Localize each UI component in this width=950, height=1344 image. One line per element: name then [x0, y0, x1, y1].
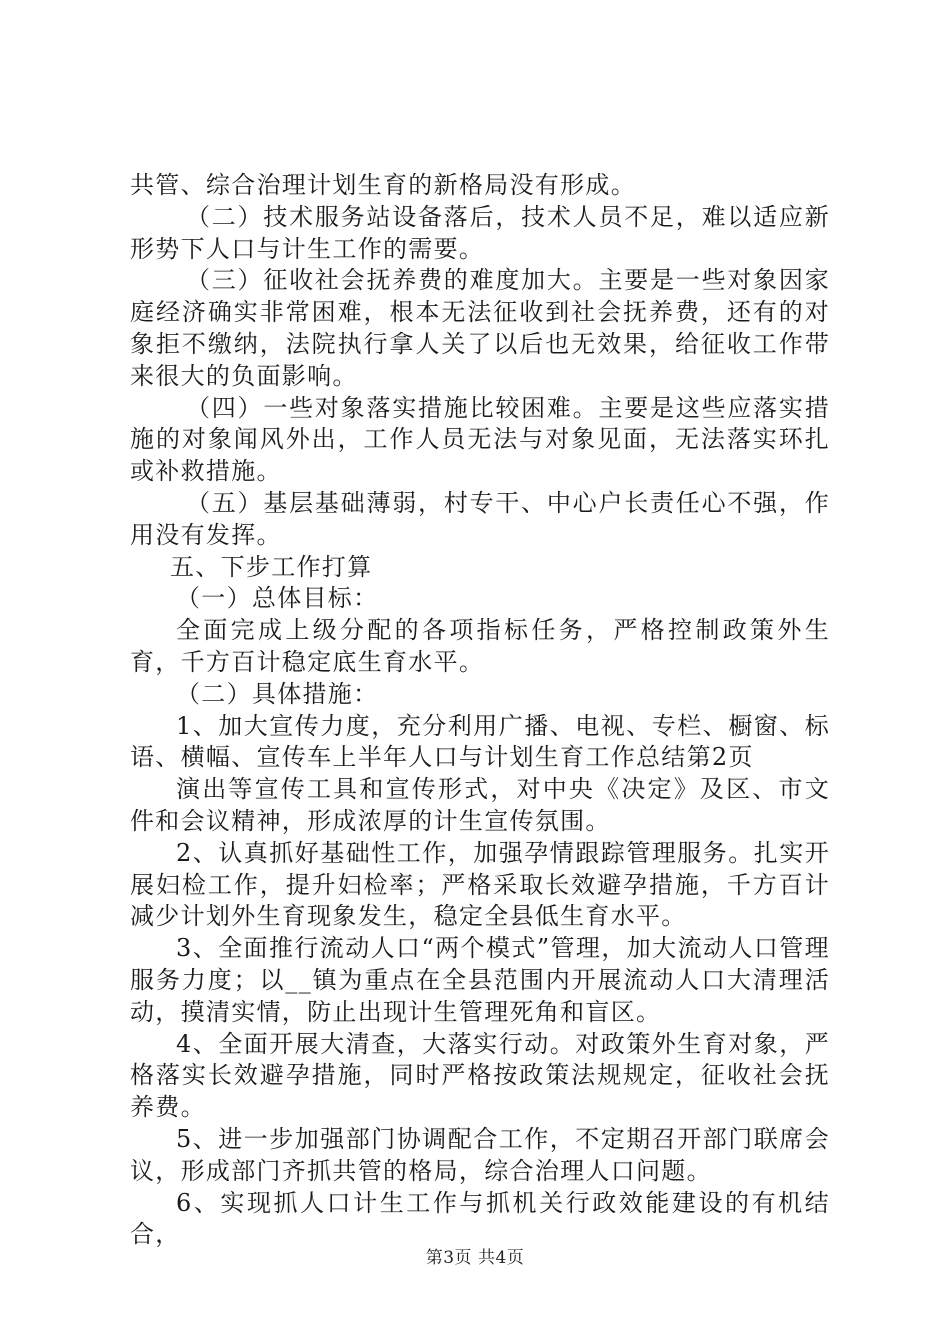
- subheading-overall-goal: （一）总体目标：: [176, 584, 379, 613]
- paragraph-overall-goal: 全面完成上级分配的各项指标任务，严格控制政策外生育，千方百计稳定底生育水平。: [130, 616, 830, 676]
- paragraph-measure-6: 6、实现抓人口计生工作与抓机关行政效能建设的有机结合，: [130, 1188, 830, 1249]
- paragraph-issue-4: （四）一些对象落实措施比较困难。主要是这些应落实措施的对象闻风外出，工作人员无法与对象见面，无法落实环扎或补救措施。: [130, 393, 830, 486]
- paragraph-measure-5: 5、进一步加强部门协调配合工作，不定期召开部门联席会议，形成部门齐抓共管的格局，综合治理人口问题。: [130, 1124, 830, 1185]
- section-heading-next-steps: 五、下步工作打算: [170, 552, 373, 581]
- paragraph-issue-2: （二）技术服务站设备落后，技术人员不足，难以适应新形势下人口与计生工作的需要。: [130, 202, 830, 263]
- subheading-measures: （二）具体措施：: [176, 679, 379, 708]
- paragraph-issue-5: （五）基层基础薄弱，村专干、中心户长责任心不强，作用没有发挥。: [130, 488, 830, 549]
- paragraph-continuation: 共管、综合治理计划生育的新格局没有形成。: [130, 171, 636, 199]
- paragraph-issue-3: （三）征收社会抚养费的难度加大。主要是一些对象因家庭经济确实非常困难，根本无法征收到社会抚养费，还有的对象拒不缴纳，法院执行拿人关了以后也无效果，给征收工作带来很大的负面影响。: [130, 266, 830, 390]
- paragraph-measure-2: 2、认真抓好基础性工作，加强孕情跟踪管理服务。扎实开展妇检工作，提升妇检率；严格采取长效避孕措施，千方百计减少计划外生育现象发生，稳定全县低生育水平。: [130, 838, 830, 931]
- document-body: [130, 170, 830, 1251]
- paragraph-measure-4: 4、全面开展大清查，大落实行动。对政策外生育对象，严格落实长效避孕措施，同时严格按政策法规规定，征收社会抚养费。: [130, 1029, 830, 1122]
- paragraph-measure-1: 1、加大宣传力度，充分利用广播、电视、专栏、橱窗、标语、横幅、宣传车上半年人口与计划生育工作总结第2页: [130, 711, 830, 772]
- paragraph-measure-3: 3、全面推行流动人口“两个模式”管理，加大流动人口管理服务力度；以__镇为重点在全县范围内开展流动人口大清理活动，摸清实情，防止出现计生管理死角和盲区。: [130, 934, 830, 1026]
- page-number-footer: 第3页 共4页: [425, 1248, 525, 1268]
- paragraph-measure-1-cont: 演出等宣传工具和宣传形式，对中央《决定》及区、市文件和会议精神，形成浓厚的计生宣传氛围。: [130, 775, 830, 835]
